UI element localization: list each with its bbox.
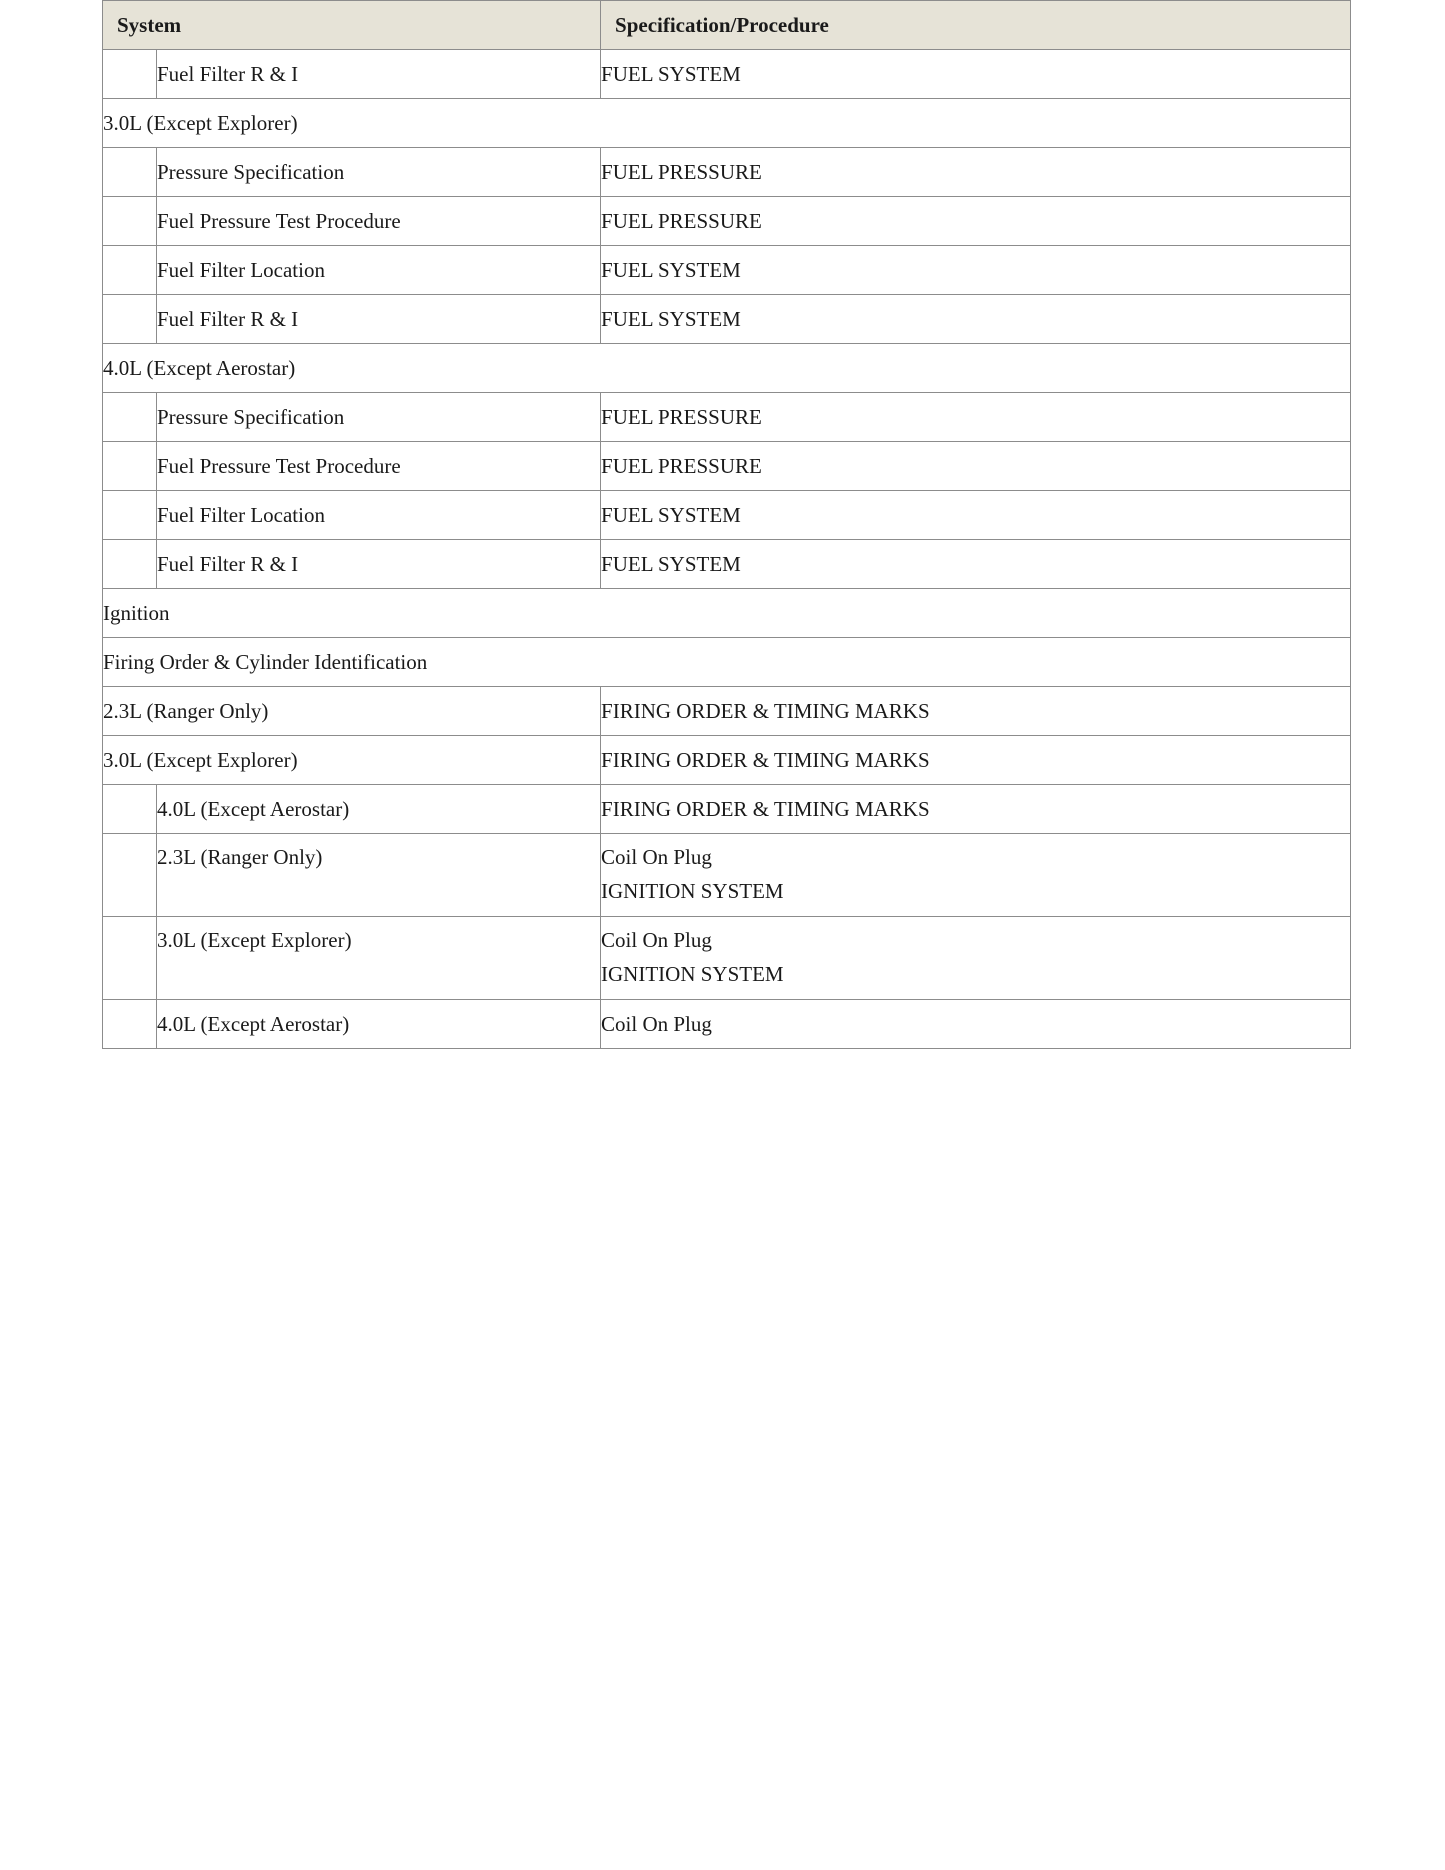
subsection-heading: 3.0L (Except Explorer) xyxy=(103,99,1351,148)
system-label: 4.0L (Except Aerostar) xyxy=(157,1012,350,1036)
subsection-heading: 4.0L (Except Aerostar) xyxy=(103,344,1351,393)
subsection-heading: Firing Order & Cylinder Identification xyxy=(103,638,1351,687)
spec-cell xyxy=(601,393,1351,442)
spec-cell xyxy=(601,491,1351,540)
header-system: System xyxy=(103,1,601,50)
table-row xyxy=(103,344,1351,393)
system-cell xyxy=(157,50,601,99)
indent-cell xyxy=(103,246,157,295)
section-heading: Ignition xyxy=(103,589,1351,638)
indent-cell xyxy=(103,917,157,1000)
system-label: Fuel Pressure Test Procedure xyxy=(157,209,401,233)
spec-link[interactable]: FUEL SYSTEM xyxy=(601,503,741,527)
indent-cell xyxy=(103,393,157,442)
spec-link[interactable]: IGNITION SYSTEM xyxy=(601,962,784,986)
table-header-row xyxy=(103,1,1351,50)
indent-cell xyxy=(103,295,157,344)
spec-link[interactable]: FIRING ORDER & TIMING MARKS xyxy=(601,699,930,723)
spec-cell xyxy=(601,687,1351,736)
indent-cell xyxy=(103,834,157,917)
indent-cell xyxy=(103,540,157,589)
system-label: Fuel Pressure Test Procedure xyxy=(157,454,401,478)
header-spec: Specification/Procedure xyxy=(601,1,1351,50)
spec-link[interactable]: Coil On Plug xyxy=(601,845,712,869)
table-row xyxy=(103,246,1351,295)
system-cell xyxy=(157,295,601,344)
spec-cell xyxy=(601,442,1351,491)
system-cell xyxy=(157,246,601,295)
table-row xyxy=(103,589,1351,638)
spec-cell xyxy=(601,148,1351,197)
spec-link[interactable]: FIRING ORDER & TIMING MARKS xyxy=(601,748,930,772)
spec-link[interactable]: IGNITION SYSTEM xyxy=(601,879,784,903)
table-row xyxy=(103,785,1351,834)
system-cell xyxy=(157,442,601,491)
table-row xyxy=(103,736,1351,785)
spec-cell xyxy=(601,785,1351,834)
indent-cell xyxy=(103,50,157,99)
indent-cell xyxy=(103,1000,157,1049)
table-row xyxy=(103,295,1351,344)
system-label: 3.0L (Except Explorer) xyxy=(157,928,352,952)
system-cell xyxy=(157,917,601,1000)
table-row xyxy=(103,638,1351,687)
spec-link[interactable]: Coil On Plug xyxy=(601,1012,712,1036)
spec-cell xyxy=(601,1000,1351,1049)
table-row xyxy=(103,197,1351,246)
system-label: Fuel Filter R & I xyxy=(157,62,299,86)
system-cell xyxy=(157,785,601,834)
spec-cell xyxy=(601,917,1351,1000)
indent-cell xyxy=(103,491,157,540)
spec-cell xyxy=(601,50,1351,99)
table-row xyxy=(103,834,1351,917)
spec-link[interactable]: FUEL PRESSURE xyxy=(601,405,762,429)
indent-cell xyxy=(103,442,157,491)
system-label: Fuel Filter R & I xyxy=(157,307,299,331)
spec-cell xyxy=(601,197,1351,246)
spec-cell xyxy=(601,540,1351,589)
system-cell: 2.3L (Ranger Only) xyxy=(103,687,601,736)
spec-cell xyxy=(601,246,1351,295)
spec-cell xyxy=(601,736,1351,785)
spec-link[interactable]: FUEL PRESSURE xyxy=(601,209,762,233)
spec-cell xyxy=(601,295,1351,344)
table-row xyxy=(103,50,1351,99)
indent-cell xyxy=(103,197,157,246)
indent-cell xyxy=(103,785,157,834)
table-row xyxy=(103,491,1351,540)
system-cell xyxy=(157,197,601,246)
system-cell xyxy=(157,491,601,540)
system-label: Fuel Filter Location xyxy=(157,503,325,527)
system-label: 4.0L (Except Aerostar) xyxy=(157,797,350,821)
table-row xyxy=(103,1000,1351,1049)
system-label: 2.3L (Ranger Only) xyxy=(157,845,323,869)
spec-link[interactable]: FUEL SYSTEM xyxy=(601,307,741,331)
table-row xyxy=(103,393,1351,442)
system-cell xyxy=(157,1000,601,1049)
spec-link[interactable]: Coil On Plug xyxy=(601,928,712,952)
spec-link[interactable]: FUEL SYSTEM xyxy=(601,258,741,282)
spec-link[interactable]: FUEL PRESSURE xyxy=(601,160,762,184)
indent-cell xyxy=(103,148,157,197)
table-body xyxy=(103,50,1351,1049)
table-row xyxy=(103,148,1351,197)
spec-link[interactable]: FUEL SYSTEM xyxy=(601,62,741,86)
table-row xyxy=(103,687,1351,736)
system-cell xyxy=(157,148,601,197)
system-label: Pressure Specification xyxy=(157,160,345,184)
spec-cell xyxy=(601,834,1351,917)
spec-link[interactable]: FUEL SYSTEM xyxy=(601,552,741,576)
system-label: Fuel Filter Location xyxy=(157,258,325,282)
table-row xyxy=(103,99,1351,148)
spec-link[interactable]: FIRING ORDER & TIMING MARKS xyxy=(601,797,930,821)
system-cell xyxy=(157,540,601,589)
spec-link[interactable]: FUEL PRESSURE xyxy=(601,454,762,478)
table-row xyxy=(103,442,1351,491)
system-label: Fuel Filter R & I xyxy=(157,552,299,576)
system-label: Pressure Specification xyxy=(157,405,345,429)
system-cell xyxy=(157,834,601,917)
system-cell xyxy=(157,393,601,442)
table-row xyxy=(103,540,1351,589)
spec-table xyxy=(102,0,1351,1049)
table-row xyxy=(103,917,1351,1000)
system-cell: 3.0L (Except Explorer) xyxy=(103,736,601,785)
